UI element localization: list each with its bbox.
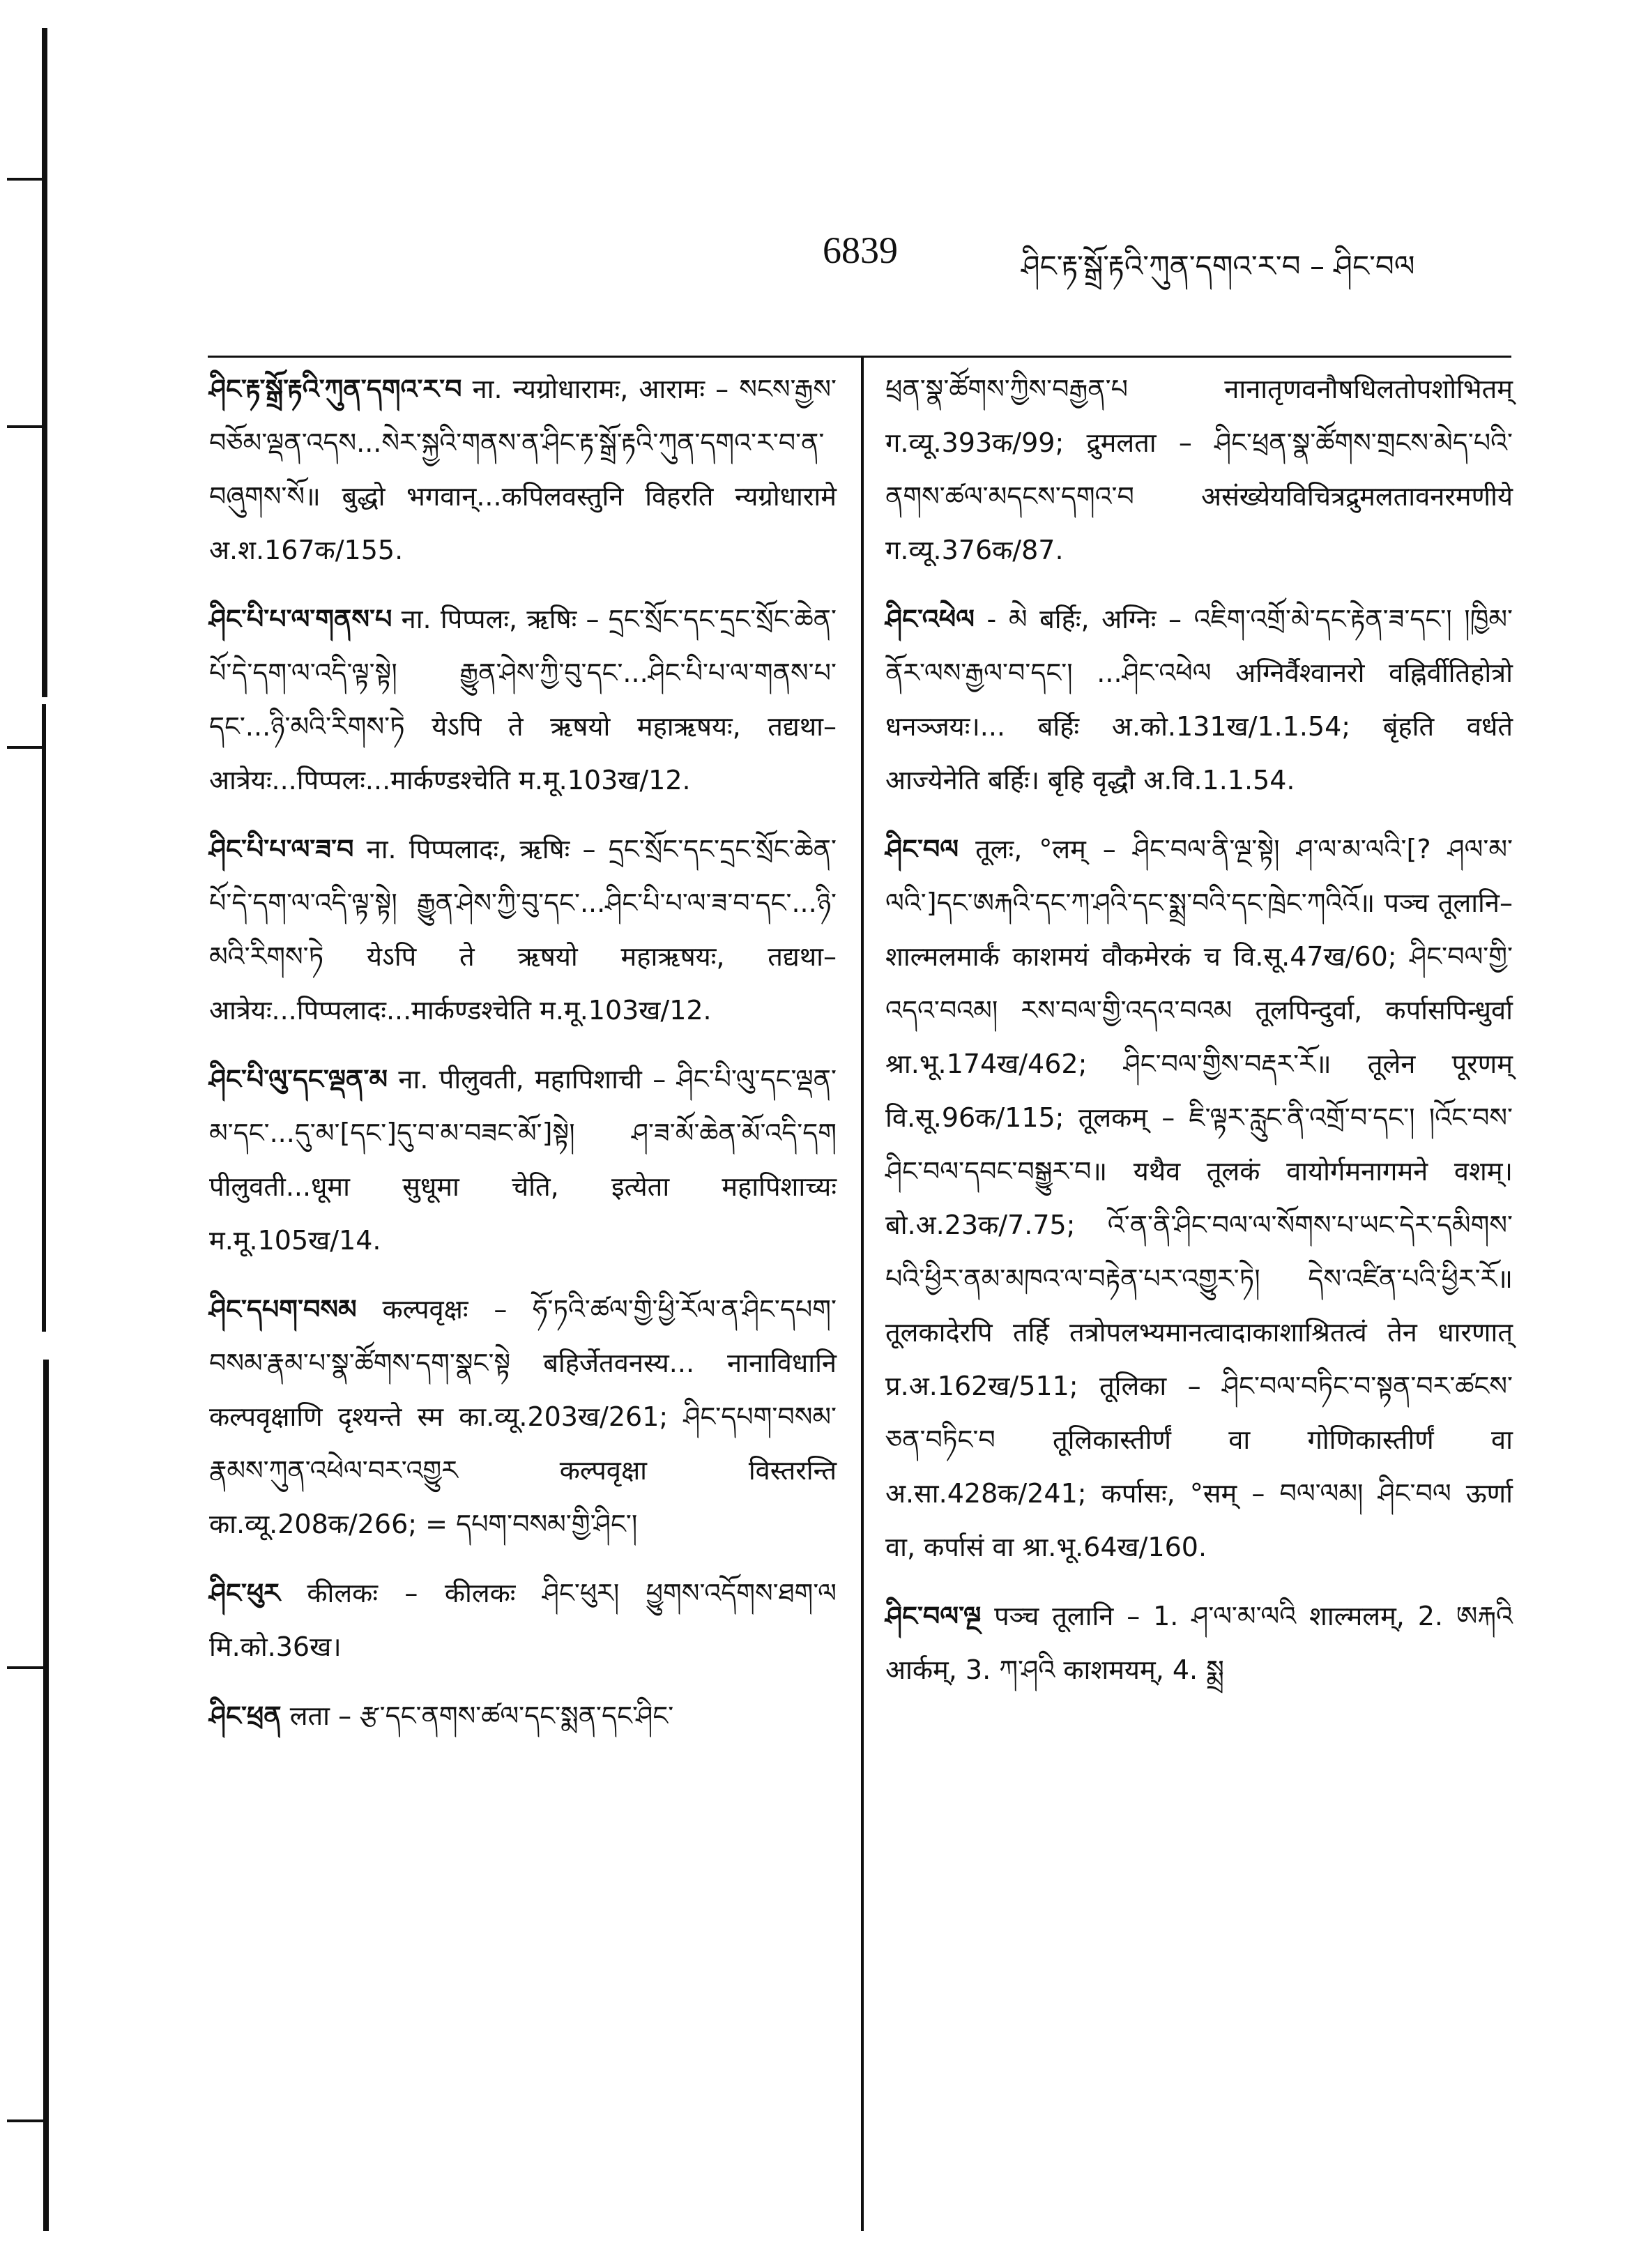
scan-binding-edge [0, 0, 63, 2268]
running-head: ཤིང་རྟ་སྒྲོ་རྟའི་ཀུན་དགའ་ར་བ – ཤིང་བལ [1021, 249, 1415, 283]
dictionary-entry [885, 593, 1513, 807]
binding-tick [7, 746, 45, 749]
dictionary-entry [209, 1283, 837, 1551]
entry-body: ना. पीलुवती, महापिशाची – ཤིང་པི་ལུ་དང་ལྡན་མ་དང་...དུ་མ་[དང་]དུ་བ་མ་བཟང་མོ་]སྟེ། ཤ་ཟ་མོ་ཆེན་མོ་འདི་དག पीलुवती...धूमा सुधूमा चेति, इत्येता महापिशाच्यः म.मू.105ख/14. [209, 1064, 837, 1256]
entry-headword: ཤིང་བལ་ལྔ [885, 1601, 982, 1631]
header-rule [208, 356, 1511, 358]
page-header [823, 223, 1520, 286]
binding-tick [7, 2119, 45, 2122]
entry-headword: ཤིང་པི་ལུ་དང་ལྡན་མ [209, 1064, 388, 1095]
entry-headword: ཤིང་ཕྲན [209, 1700, 282, 1731]
entry-headword: ཤིང་ཕུར [209, 1578, 280, 1608]
dictionary-entry [209, 1689, 837, 1743]
column-divider [861, 356, 864, 2231]
dictionary-entry [209, 1567, 837, 1674]
entry-headword: ཤིང་བལ [885, 834, 959, 865]
entry-headword: ཤིང་པི་པ་ལ་ཟ་བ [209, 834, 354, 865]
entry-body: ना. न्यग्रोधारामः, आरामः – སངས་རྒྱས་བཅོམ་ལྡན་འདས...སེར་སྐྱའི་གནས་ན་ཤིང་རྟ་སྒྲོ་རྟའི་ཀུན་དགའ་ར་བ་ན་བཞུགས་སོ॥ बुद्धो भगवान्...कपिलवस्तुनि विहरति न्यग्रोधारामे अ.श.167क/155. [209, 374, 837, 565]
dictionary-entry [209, 823, 837, 1037]
entry-body: ना. पिप्पलादः, ऋषिः – དྲང་སྲོང་དང་དྲང་སྲོང་ཆེན་པོ་དེ་དག་ལ་འདི་ལྟ་སྟེ། རྒྱུན་ཤེས་ཀྱི་བུ་དང་...ཤིང་པི་པ་ལ་ཟ་བ་དང་...ཉི་མའི་རིགས་ཏེ येऽपि ते ऋषयो महाऋषयः, तद्यथा–आत्रेयः...पिप्पलादः...मार्कण्डश्चेति म.मू.103ख/12. [209, 834, 837, 1026]
entry-body: पञ्च तूलानि – 1. ཤ་ལ་མ་ལའི शाल्मलम्, 2. ཨརྐའི आर्कम्, 3. ཀ་ཤའི काशमयम्, 4. སྨྲ [885, 1601, 1513, 1685]
binding-line-middle [42, 704, 46, 1332]
left-column [209, 363, 837, 1758]
entry-headword: ཤིང་རྟ་སྒྲོ་རྟའི་ཀུན་དགའ་ར་བ [209, 374, 462, 404]
entry-body: कीलकः – कीलकः ཤིང་ཕུར། ཕྱུགས་འདོགས་ཐག་ལ मि.को.36ख। [209, 1578, 837, 1662]
dictionary-entry-continued [885, 363, 1513, 577]
page-number: 6839 [823, 229, 898, 271]
binding-line-upper [42, 28, 47, 697]
binding-tick [7, 425, 45, 428]
entry-body: लता – རྩ་དང་ནགས་ཚལ་དང་སྨན་དང་ཤིང་ [289, 1700, 674, 1731]
dictionary-entry [209, 1053, 837, 1268]
entry-headword: ཤིང་པི་པ་ལ་གནས་པ [209, 604, 392, 634]
binding-tick [7, 178, 45, 181]
entry-body: ཕྲན་སྣ་ཚོགས་ཀྱིས་བརྒྱན་པ नानातृणवनौषधिलतोपशोभितम् ग.व्यू.393क/99; द्रुमलता – ཤིང་ཕྲན་སྣ་ཚོགས་གྲངས་མེད་པའི་ནགས་ཚལ་མདངས་དགའ་བ असंख्येयविचित्रद्रुमलतावनरमणीये ग.व्यू.376क/87. [885, 374, 1513, 565]
entry-body: ना. पिप्पलः, ऋषिः – དྲང་སྲོང་དང་དྲང་སྲོང་ཆེན་པོ་དེ་དག་ལ་འདི་ལྟ་སྟེ། རྒྱུན་ཤེས་ཀྱི་བུ་དང་...ཤིང་པི་པ་ལ་གནས་པ་དང་...ཉི་མའི་རིགས་ཏེ येऽपि ते ऋषयो महाऋषयः, तद्यथा–आत्रेयः...पिप्पलः...मार्कण्डश्चेति म.मू.103ख/12. [209, 604, 837, 796]
right-column [885, 363, 1513, 1712]
dictionary-entry [209, 363, 837, 577]
entry-headword: ཤིང་འཕེལ [885, 604, 975, 634]
entry-body: तूलः, °लम् – ཤིང་བལ་ནི་ལྔ་སྟེ། ཤ་ལ་མ་ལའི་[? ཤལ་མ་ལའི་]དང་ཨརྐའི་དང་ཀ་ཤའི་དང་སྨྲ་བའི་དང་ཁྲེང་ཀའིའོ॥ पञ्च तूलानि–शाल्मलमार्कं काशमयं वौकमेरकं च वि.सू.47ख/60; ཤིང་བལ་གྱི་འདའ་བའམ། རས་བལ་གྱི་འདའ་བའམ तूलपिन्दुर्वा, कर्पासपिन्धुर्वा श्रा.भू.174ख/462; ཤིང་བལ་གྱིས་བརྡར་རོ॥ तूलेन पूरणम् वि.सू.96क/115; तूलकम् – ཇི་ལྟར་རླུང་ནི་འགྲོ་བ་དང་། །འོང་བས་ཤིང་བལ་དབང་བསྒྱུར་བ॥ यथैव तूलकं वायोर्गमनागमने वशम्। बो.अ.23क/7.75; འོ་ན་ནི་ཤིང་བལ་ལ་སོགས་པ་ཡང་དེར་དམིགས་པའི་ཕྱིར་ནམ་མཁའ་ལ་བརྟེན་པར་འགྱུར་ཏེ། དེས་འཛིན་པའི་ཕྱིར་རོ॥ तूलकादेरपि तर्हि तत्रोपलभ्यमानत्वादाकाशाश्रितत्वं तेन धारणात् प्र.अ.162ख/511; तूलिका – ཤིང་བལ་བཏིང་བ་སྟན་བར་ཚངས་ཅན་བཏིང་བ तूलिकास्तीर्णं वा गोणिकास्तीर्णं वा अ.सा.428क/241; कर्पासः, °सम् – བལ་ལམ། ཤིང་བལ ऊर्णा वा, कर्पासं वा श्रा.भू.64ख/160. [885, 834, 1513, 1562]
dictionary-entry [885, 823, 1513, 1574]
entry-headword: ཤིང་དཔག་བསམ [209, 1294, 357, 1325]
dictionary-entry [209, 593, 837, 807]
binding-tick [7, 1666, 45, 1669]
entry-body: कल्पवृक्षः – ཧོ་ཏའི་ཚལ་གྱི་ཕྱི་རོལ་ན་ཤིང་དཔག་བསམ་རྣམ་པ་སྣ་ཚོགས་དག་སྣང་སྟེ बहिर्जेतवनस्य... नानाविधानि कल्पवृक्षाणि दृश्यन्ते स्म का.व्यू.203ख/261; ཤིང་དཔག་བསམ་རྣམས་ཀུན་འཕེལ་བར་འགྱུར कल्पवृक्षा विस्तरन्ति का.व्यू.208क/266; = དཔག་བསམ་གྱི་ཤིང་། [209, 1294, 837, 1539]
dictionary-entry [885, 1590, 1513, 1697]
binding-line-lower [43, 1360, 49, 2231]
entry-body: - མེ बर्हिः, अग्निः – འཇིག་འགྲོ་མེ་དང་རྟེན་ཟ་དང་། །ཁྱིམ་ནོར་ལས་རྒྱལ་བ་དང་། ...ཤིང་འཕེལ अग्निर्वैश्वानरो वह्निर्वीतिहोत्रो धनञ्जयः।... बर्हिः अ.को.131ख/1.1.54; बृंहति वर्धते आज्येनेति बर्हिः। बृहि वृद्धौ अ.वि.1.1.54. [885, 604, 1513, 796]
